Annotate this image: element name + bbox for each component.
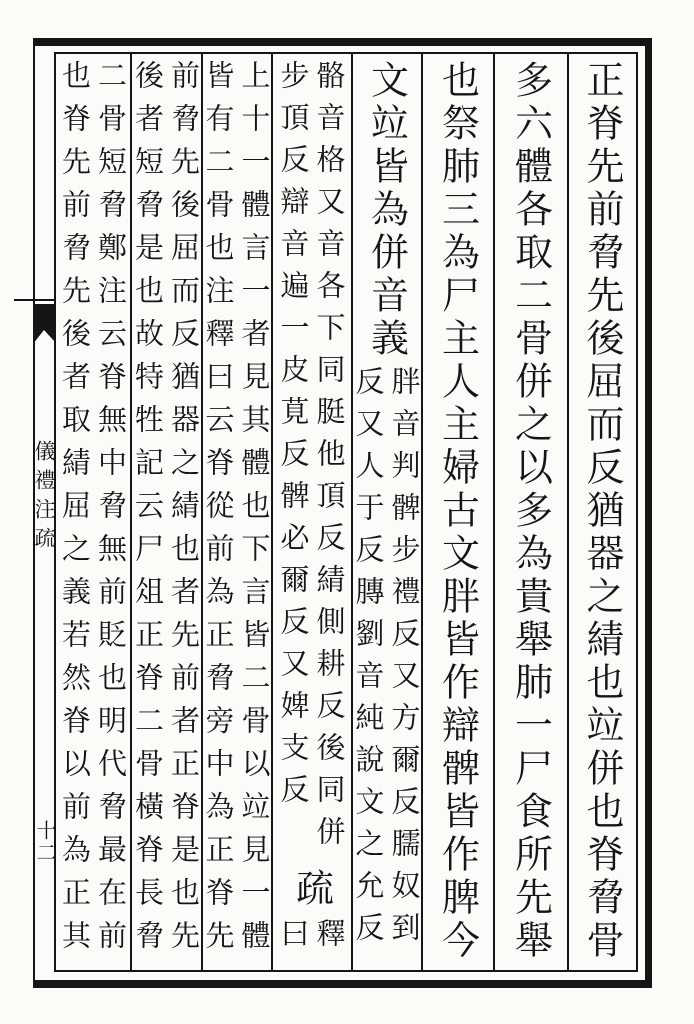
text-column-2 <box>494 60 567 963</box>
border-right-thick <box>645 38 652 988</box>
commentary-tail-pair <box>272 918 351 961</box>
main-text: 正脊先前脅先後屈而反猶器之綪也竝併也脊脅骨 <box>580 60 624 963</box>
commentary-pair <box>131 60 201 963</box>
text-column-4 <box>352 60 421 960</box>
border-top-thin <box>54 52 638 54</box>
commentary-left: 也脊先前脅先後者取綪屈之義若然脊以前為正其 <box>58 60 92 963</box>
text-column-5 <box>272 60 351 960</box>
commentary-tail-right: 釋 <box>312 918 347 961</box>
commentary-pair <box>56 60 130 963</box>
text-column-8 <box>56 60 130 963</box>
text-column-7 <box>131 60 201 963</box>
fishtail-mark <box>14 296 56 348</box>
border-bottom-thin <box>54 970 638 972</box>
border-top-thick <box>33 38 652 46</box>
text-column-3 <box>422 60 493 963</box>
border-bottom-thick <box>33 980 652 988</box>
commentary-right: 二骨短脅鄭注云脊無中脅無前貶也明代脅最在前 <box>94 60 128 963</box>
annotation-pair <box>272 60 351 858</box>
annotation-right: 胖音判髀步禮反又方爾反臑奴到 <box>387 366 422 954</box>
annotation-pair <box>352 366 421 954</box>
book-title: 儀禮注疏 <box>32 440 56 556</box>
annotation-right: 骼音格又音各下同脡他頂反綪側耕反後同併 <box>312 60 347 858</box>
commentary-left: 後者短脅是也故特牲記云尸俎正脊二骨橫脊長脅 <box>131 60 165 963</box>
commentary-right: 前脅先後屈而反猶器之綪也者先前者正脊是也先 <box>167 60 201 963</box>
page-number: 十二 <box>33 820 57 864</box>
commentary-heading: 疏 <box>289 868 334 911</box>
annotation-left: 反又人于反膞劉音純說文之允反 <box>351 366 386 954</box>
border-right-thin <box>636 52 638 972</box>
commentary-tail-left: 曰 <box>276 918 311 961</box>
main-text: 多六體各取二骨併之以多為貴舉肺一尸食所先舉 <box>508 60 553 963</box>
commentary-left: 皆有二骨也注釋曰云脊從前為正脅旁中為正脊先 <box>201 60 236 963</box>
main-text: 也祭肺三為尸主人主婦古文胖皆作辯髀皆作脾今 <box>435 60 480 963</box>
commentary-pair <box>202 60 271 963</box>
text-column-1 <box>568 60 636 963</box>
annotation-left: 步頂反辯音遍一皮莧反髀必爾反又婢支反 <box>276 60 311 816</box>
text-column-6 <box>201 60 272 963</box>
main-text: 文竝皆為併音義 <box>364 60 409 361</box>
commentary-right: 上十一體言一者見其體也下言皆二骨以竝見一體 <box>237 60 272 963</box>
